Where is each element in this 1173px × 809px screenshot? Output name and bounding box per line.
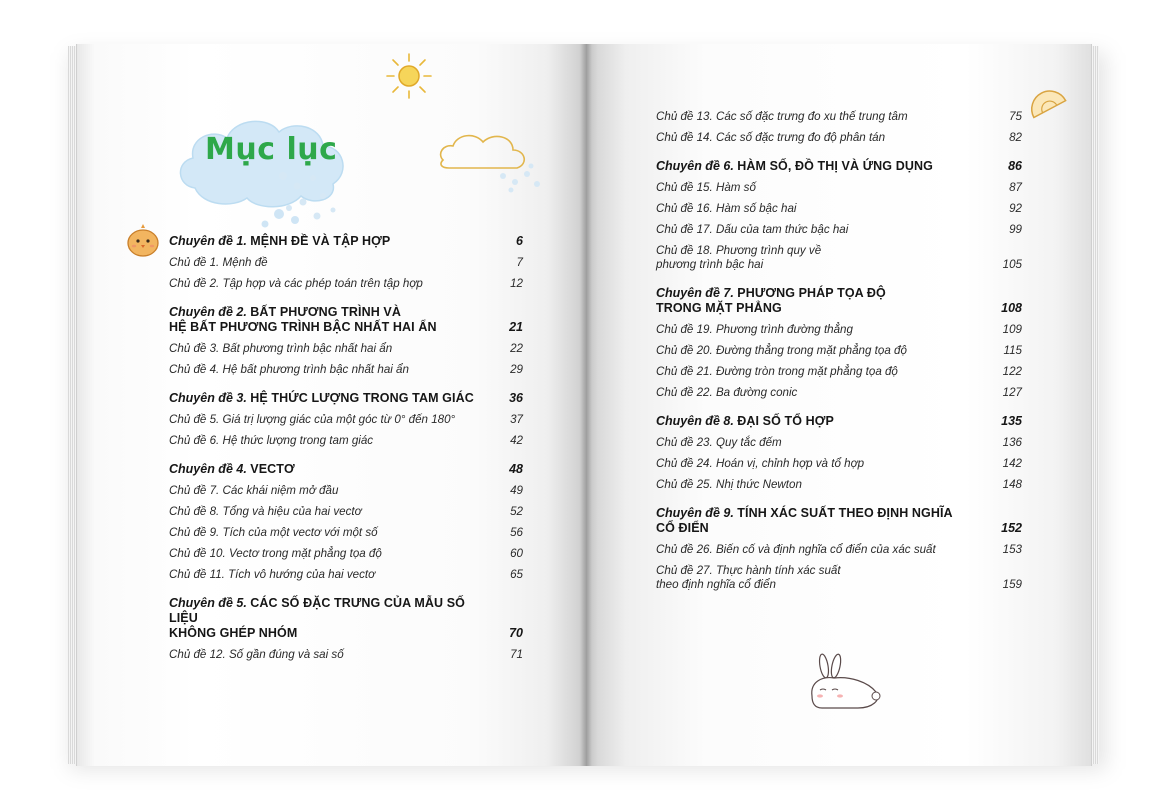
chapter-page-number: 135 [1001,414,1022,428]
right-toc [656,110,1022,592]
topic-page-number: 142 [1002,457,1022,470]
topic-entry[interactable] [656,365,1022,379]
topic-title: Chủ đề 6. Hệ thức lượng trong tam giác [169,434,374,447]
chapter-number: Chuyên đề 1. [169,234,247,248]
right-page [586,44,1092,766]
topic-title: Chủ đề 19. Phương trình đường thẳng [656,323,853,336]
topic-entry[interactable] [656,131,1022,145]
topic-entry[interactable] [656,543,1022,557]
chapter-page-number: 48 [509,462,523,476]
topic-page-number: 65 [510,568,523,581]
topic-title: Chủ đề 25. Nhị thức Newton [656,478,802,491]
topic-title: Chủ đề 26. Biến cố và định nghĩa cổ điển của xác suất [656,543,936,556]
topic-entry[interactable] [169,505,523,519]
book-spine [580,44,592,766]
topic-title: Chủ đề 2. Tập hợp và các phép toán trên tập hợp [169,277,423,290]
page-title: Mục lục [205,132,338,167]
topic-title: theo định nghĩa cổ điển [656,578,776,591]
rain-dots-icon [273,168,343,228]
topic-page-number: 49 [510,484,523,497]
chapter-page-number: 86 [1008,159,1022,173]
topic-entry[interactable] [169,342,523,356]
chapter-page-number: 108 [1001,301,1022,315]
topic-title: phương trình bậc hai [656,258,764,271]
chapter-heading[interactable] [169,391,523,406]
topic-entry[interactable] [656,386,1022,400]
topic-page-number: 153 [1002,543,1022,556]
topic-entry[interactable] [656,478,1022,492]
toc-chapter [169,596,523,662]
right-page-edges [1091,46,1099,764]
chapter-number: Chuyên đề 4. [169,462,247,476]
topic-page-number: 105 [1002,258,1022,271]
topic-title: Chủ đề 7. Các khái niệm mở đầu [169,484,339,497]
topic-page-number: 82 [1009,131,1022,144]
topic-page-number: 87 [1009,181,1022,194]
topic-entry[interactable] [656,110,1022,124]
topic-title: Chủ đề 1. Mệnh đề [169,256,268,269]
topic-title: Chủ đề 13. Các số đặc trưng đo xu thế trung tâm [656,110,908,123]
topic-page-number: 52 [510,505,523,518]
topic-entry[interactable] [656,244,1022,272]
toc-chapter [656,414,1022,492]
chapter-number: Chuyên đề 5. [169,596,247,610]
topic-page-number: 37 [510,413,523,426]
toc-chapter [656,159,1022,272]
toc-chapter [169,305,523,377]
chapter-heading[interactable] [169,596,523,641]
topic-title: Chủ đề 10. Vectơ trong mặt phẳng tọa độ [169,547,382,560]
topic-entry[interactable] [169,484,523,498]
left-page-edges [68,46,76,764]
topic-title: Chủ đề 22. Ba đường conic [656,386,798,399]
topic-title: Chủ đề 4. Hệ bất phương trình bậc nhất hai ẩn [169,363,409,376]
topic-title: Chủ đề 3. Bất phương trình bậc nhất hai ẩn [169,342,393,355]
topic-title: Chủ đề 11. Tích vô hướng của hai vectơ [169,568,376,581]
topic-title: Chủ đề 12. Số gần đúng và sai số [169,648,344,661]
toc-chapter [169,234,523,291]
topic-title: Chủ đề 5. Giá trị lượng giác của một góc từ 0° đến 180° [169,413,456,426]
left-toc [169,234,523,662]
chapter-title: TÍNH XÁC SUẤT THEO ĐỊNH NGHĨA [737,506,953,520]
toc-chapter [656,506,1022,592]
chapter-page-number: 36 [509,391,523,405]
chapter-title: TRONG MẶT PHẲNG [656,301,782,315]
chapter-number: Chuyên đề 8. [656,414,734,428]
chapter-heading[interactable] [656,506,1022,536]
topic-title: Chủ đề 27. Thực hành tính xác suất [656,564,841,577]
topic-page-number: 7 [516,256,523,269]
topic-entry[interactable] [169,526,523,540]
topic-title: Chủ đề 21. Đường tròn trong mặt phẳng tọa độ [656,365,898,378]
topic-entry[interactable] [169,256,523,270]
chapter-heading[interactable] [656,286,1022,316]
topic-page-number: 136 [1002,436,1022,449]
topic-entry[interactable] [656,564,1022,592]
topic-page-number: 29 [510,363,523,376]
chapter-title: MỆNH ĐỀ VÀ TẬP HỢP [250,234,391,248]
topic-page-number: 99 [1009,223,1022,236]
topic-entry[interactable] [169,434,523,448]
topic-entry[interactable] [656,344,1022,358]
topic-title: Chủ đề 18. Phương trình quy về [656,244,822,257]
topic-title: Chủ đề 8. Tổng và hiệu của hai vectơ [169,505,362,518]
topic-entry[interactable] [169,648,523,662]
topic-entry[interactable] [169,547,523,561]
topic-title: Chủ đề 16. Hàm số bậc hai [656,202,797,215]
chapter-number: Chuyên đề 9. [656,506,734,520]
chick-icon [125,224,161,258]
topic-title: Chủ đề 9. Tích của một vectơ với một số [169,526,378,539]
chapter-title: HỆ BẤT PHƯƠNG TRÌNH BẬC NHẤT HAI ẨN [169,320,437,334]
topic-title: Chủ đề 23. Quy tắc đếm [656,436,782,449]
toc-chapter [656,286,1022,400]
topic-page-number: 115 [1003,344,1022,357]
chapter-title: HÀM SỐ, ĐỒ THỊ VÀ ỨNG DỤNG [737,159,933,173]
chapter-title: VECTƠ [250,462,295,476]
topic-page-number: 75 [1009,110,1022,123]
topic-page-number: 56 [510,526,523,539]
chapter-number: Chuyên đề 6. [656,159,734,173]
topic-entry[interactable] [656,457,1022,471]
toc-chapter [656,110,1022,145]
chapter-number: Chuyên đề 7. [656,286,734,300]
topic-title: Chủ đề 14. Các số đặc trưng đo độ phân tán [656,131,886,144]
chapter-title: KHÔNG GHÉP NHÓM [169,626,298,640]
topic-title: Chủ đề 15. Hàm số [656,181,756,194]
chapter-heading[interactable] [169,462,523,477]
topic-page-number: 12 [510,277,523,290]
chapter-title: PHƯƠNG PHÁP TỌA ĐỘ [737,286,886,300]
toc-chapter [169,462,523,582]
topic-page-number: 42 [510,434,523,447]
chapter-heading[interactable] [656,414,1022,429]
toc-chapter [169,391,523,448]
topic-page-number: 159 [1002,578,1022,591]
topic-entry[interactable] [169,413,523,427]
chapter-number: Chuyên đề 2. [169,305,247,319]
topic-title: Chủ đề 20. Đường thẳng trong mặt phẳng tọa độ [656,344,907,357]
chapter-heading[interactable] [169,305,523,335]
topic-entry[interactable] [169,277,523,291]
bunny-icon [806,652,886,716]
chapter-page-number: 6 [516,234,523,248]
topic-entry[interactable] [169,363,523,377]
protractor-icon [1024,82,1068,122]
cloud-icon [433,124,553,196]
topic-title: Chủ đề 17. Dấu của tam thức bậc hai [656,223,849,236]
chapter-page-number: 70 [509,626,523,640]
topic-entry[interactable] [169,568,523,582]
chapter-heading[interactable] [656,159,1022,174]
topic-entry[interactable] [656,181,1022,195]
left-page [76,44,587,766]
topic-page-number: 109 [1002,323,1022,336]
chapter-title: BẤT PHƯƠNG TRÌNH VÀ [250,305,401,319]
topic-page-number: 71 [510,648,523,661]
chapter-title: CỔ ĐIỂN [656,521,709,535]
chapter-heading[interactable] [169,234,523,249]
topic-title: Chủ đề 24. Hoán vị, chỉnh hợp và tổ hợp [656,457,865,470]
topic-page-number: 92 [1009,202,1022,215]
topic-page-number: 127 [1002,386,1022,399]
chapter-page-number: 152 [1001,521,1022,535]
chapter-title: CÁC SỐ ĐẶC TRƯNG CỦA MẪU SỐ LIỆU [169,596,465,625]
chapter-title: HỆ THỨC LƯỢNG TRONG TAM GIÁC [250,391,474,405]
chapter-title: ĐẠI SỐ TỔ HỢP [737,414,834,428]
topic-entry[interactable] [656,223,1022,237]
sun-icon [377,50,441,106]
topic-page-number: 122 [1002,365,1022,378]
topic-entry[interactable] [656,202,1022,216]
chapter-page-number: 21 [509,320,523,334]
topic-entry[interactable] [656,436,1022,450]
chapter-number: Chuyên đề 3. [169,391,247,405]
topic-entry[interactable] [656,323,1022,337]
topic-page-number: 60 [510,547,523,560]
topic-page-number: 22 [510,342,523,355]
topic-page-number: 148 [1002,478,1022,491]
